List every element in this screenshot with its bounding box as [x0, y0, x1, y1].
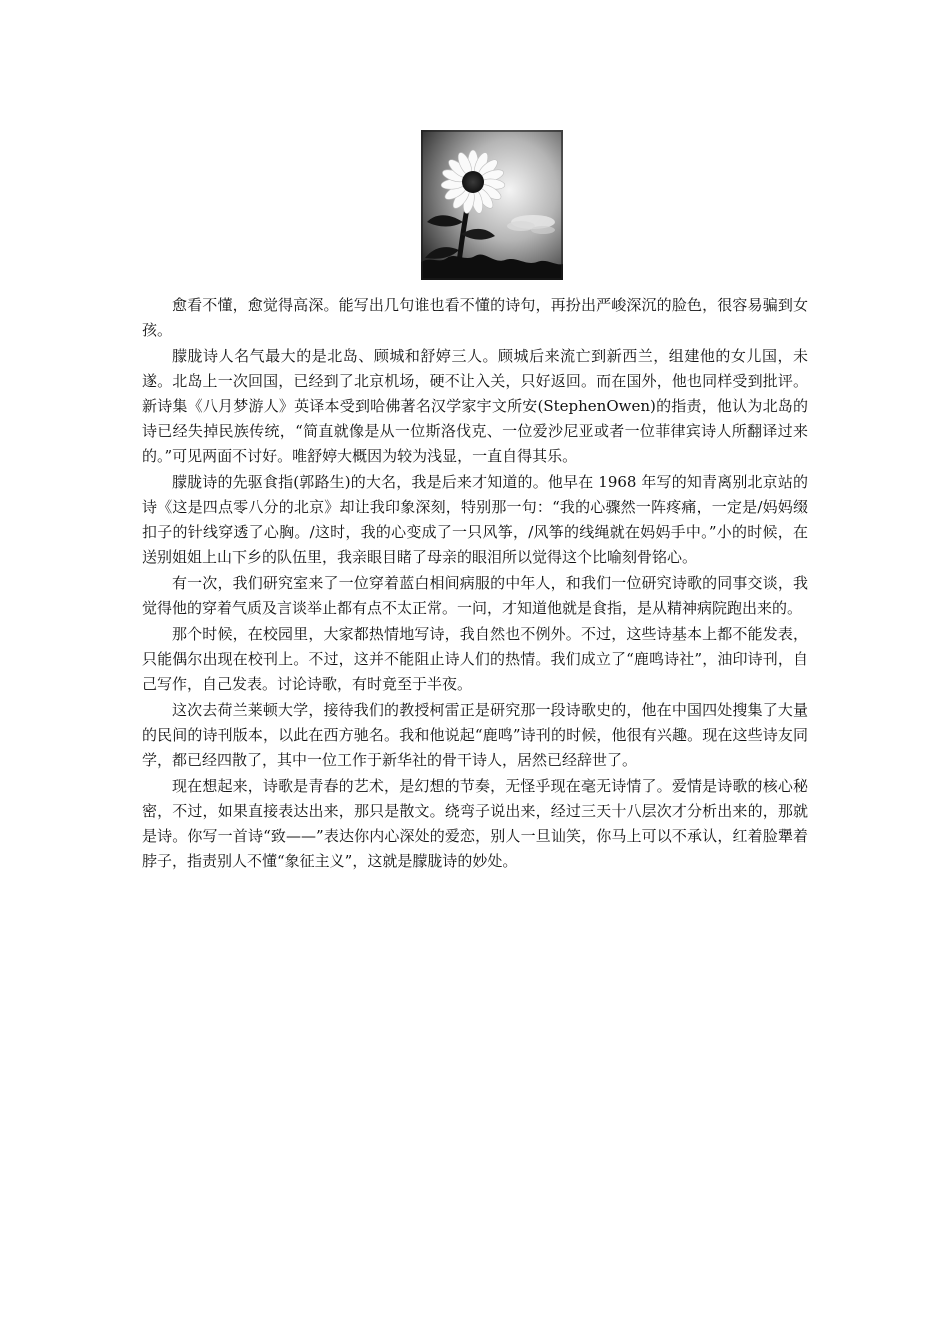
paragraph-4: 有一次，我们研究室来了一位穿着蓝白相间病服的中年人，和我们一位研究诗歌的同事交谈，我觉得他的穿着气质及言谈举止都有点不太正常。一问，才知道他就是食指，是从精神病院跑出来的。	[142, 574, 808, 617]
paragraph-6: 这次去荷兰莱顿大学，接待我们的教授柯雷正是研究那一段诗歌史的，他在中国四处搜集了大量的民间的诗刊版本，以此在西方驰名。我和他说起“鹿鸣”诗刊的时候，他很有兴趣。现在这些诗友同学，都已经四散了，其中一位工作于新华社的骨干诗人，居然已经辞世了。	[142, 701, 808, 769]
sunflower-photo	[421, 130, 563, 280]
article-body	[142, 293, 808, 875]
paragraph-3: 朦胧诗的先驱食指(郭路生)的大名，我是后来才知道的。他早在 1968 年写的知青离别北京站的诗《这是四点零八分的北京》却让我印象深刻，特别那一句：“我的心骤然一阵疼痛，一定是/妈妈缀扣子的针线穿透了心胸。/这时，我的心变成了一只风筝，/风筝的线绳就在妈妈手中。”小的时候，在送别姐姐上山下乡的队伍里，我亲眼目睹了母亲的眼泪所以觉得这个比喻刻骨铭心。	[142, 473, 808, 566]
paragraph-5: 那个时候，在校园里，大家都热情地写诗，我自然也不例外。不过，这些诗基本上都不能发表，只能偶尔出现在校刊上。不过，这并不能阻止诗人们的热情。我们成立了“鹿鸣诗社”，油印诗刊，自己写作，自己发表。讨论诗歌，有时竟至于半夜。	[142, 625, 808, 693]
paragraph-7: 现在想起来，诗歌是青春的艺术，是幻想的节奏，无怪乎现在毫无诗情了。爱情是诗歌的核心秘密，不过，如果直接表达出来，那只是散文。绕弯子说出来，经过三天十八层次才分析出来的，那就是诗。你写一首诗“致——”表达你内心深处的爱恋，别人一旦讪笑，你马上可以不承认，红着脸犟着脖子，指责别人不懂“象征主义”，这就是朦胧诗的妙处。	[142, 777, 808, 870]
paragraph-1: 愈看不懂，愈觉得高深。能写出几句谁也看不懂的诗句，再扮出严峻深沉的脸色，很容易骗到女孩。	[142, 296, 808, 339]
sunflower-image	[421, 130, 563, 280]
paragraph-2: 朦胧诗人名气最大的是北岛、顾城和舒婷三人。顾城后来流亡到新西兰，组建他的女儿国，未遂。北岛上一次回国，已经到了北京机场，硬不让入关，只好返回。而在国外，他也同样受到批评。新诗集《八月梦游人》英译本受到哈佛著名汉学家宇文所安(StephenOwen)的指责，他认为北岛的诗已经失掉民族传统，“简直就像是从一位斯洛伐克、一位爱沙尼亚或者一位菲律宾诗人所翻译过来的。”可见两面不讨好。唯舒婷大概因为较为浅显，一直自得其乐。	[142, 347, 808, 465]
